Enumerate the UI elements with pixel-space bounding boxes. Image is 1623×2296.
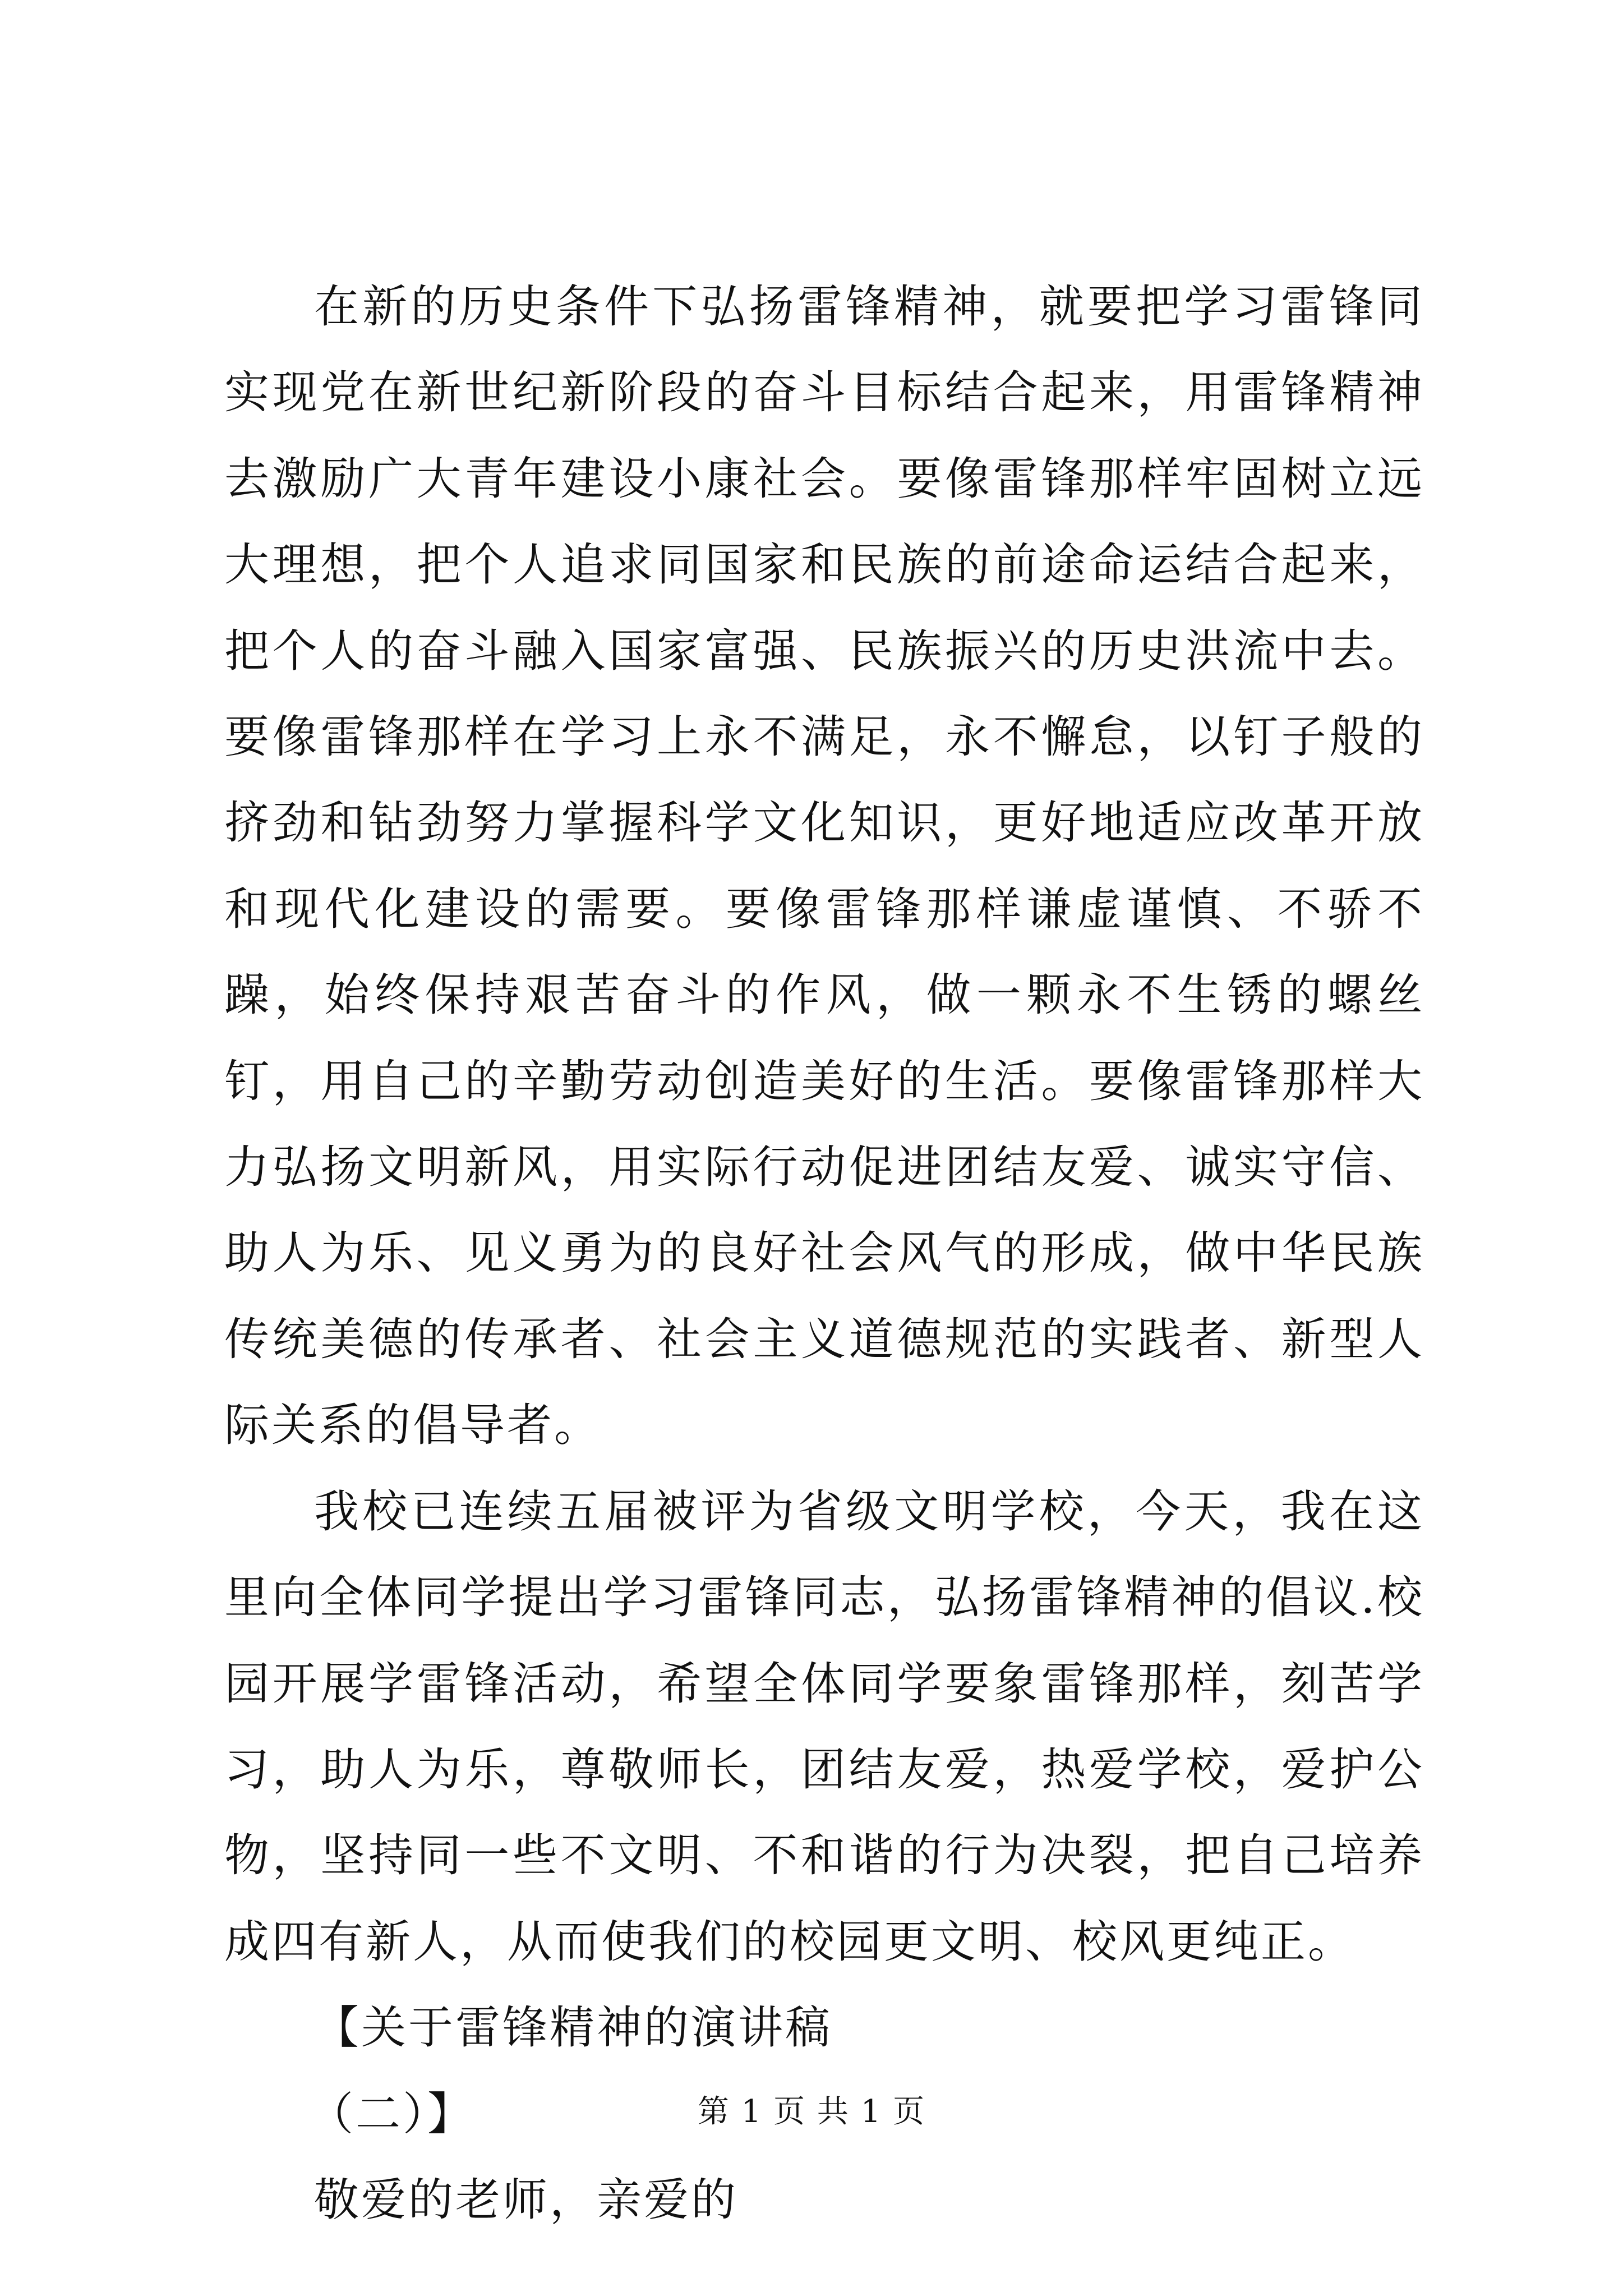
page-number-footer: 第 1 页 共 1 页 xyxy=(697,2093,926,2130)
body-paragraph-2: 我校已连续五届被评为省级文明学校，今天，我在这里向全体同学提出学习雷锋同志，弘扬雷锋精神的倡议.校园开展学雷锋活动，希望全体同学要象雷锋那样，刻苦学习，助人为乐，尊敬师长，团结友爱，热爱学校，爱护公物，坚持同一些不文明、不和谐的行为决裂，把自己培养成四有新人，从而使我们的校园更文明、校风更纯正。 xyxy=(224,1485,1424,1968)
speech-greeting: 敬爱的老师，亲爱的 xyxy=(314,2173,738,2226)
document-body xyxy=(224,264,1424,2243)
section-heading-line-1: 【关于雷锋精神的演讲稿 xyxy=(314,2001,832,2054)
section-heading-line-2: （二）】 xyxy=(308,2087,474,2140)
body-paragraph-1: 在新的历史条件下弘扬雷锋精神，就要把学习雷锋同实现党在新世纪新阶段的奋斗目标结合起来，用雷锋精神去激励广大青年建设小康社会。要像雷锋那样牢固树立远大理想，把个人追求同国家和民族的前途命运结合起来，把个人的奋斗融入国家富强、民族振兴的历史洪流中去。要像雷锋那样在学习上永不满足，永不懈怠，以钉子般的挤劲和钻劲努力掌握科学文化知识，更好地适应改革开放和现代化建设的需要。要像雷锋那样谦虚谨慎、不骄不躁，始终保持艰苦奋斗的作风，做一颗永不生锈的螺丝钉，用自己的辛勤劳动创造美好的生活。要像雷锋那样大力弘扬文明新风，用实际行动促进团结友爱、诚实守信、助人为乐、见义勇为的良好社会风气的形成，做中华民族传统美德的传承者、社会主义道德规范的实践者、新型人际关系的倡导者。 xyxy=(224,280,1424,1452)
